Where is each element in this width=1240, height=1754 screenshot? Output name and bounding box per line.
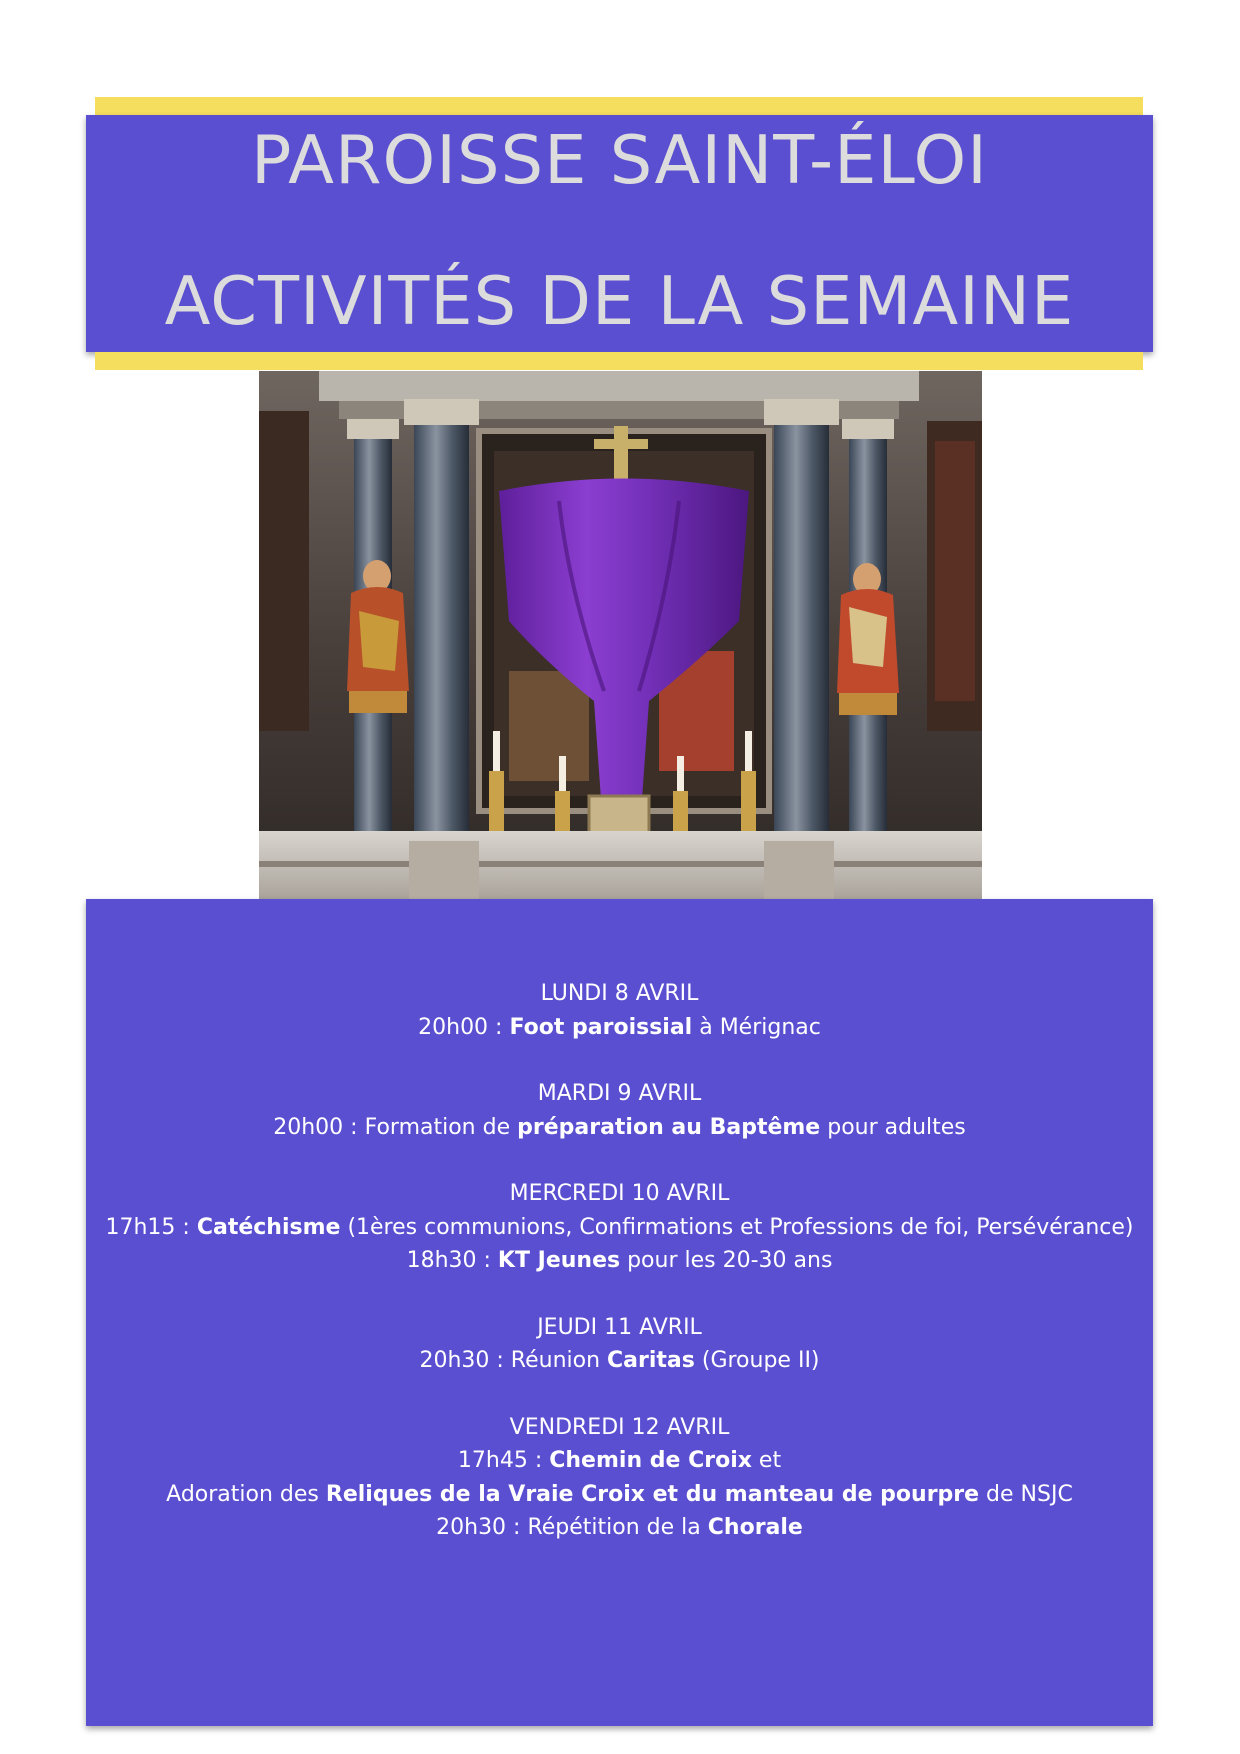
item-highlight: KT Jeunes: [497, 1248, 621, 1273]
item-text: à Mérignac: [692, 1014, 821, 1040]
day-heading: JEUDI 11 AVRIL: [537, 1314, 702, 1340]
item-time: 20h00 :: [273, 1114, 365, 1140]
item-text: de NSJC: [979, 1481, 1073, 1507]
item-text: Formation de: [364, 1114, 518, 1140]
day-heading: VENDREDI 12 AVRIL: [509, 1414, 730, 1440]
day-block: [86, 1077, 1153, 1144]
item-highlight: Foot paroissial: [509, 1014, 693, 1040]
item-highlight: Reliques de la Vraie Croix et du manteau de pourpre: [325, 1481, 980, 1507]
item-text: Réunion: [510, 1348, 608, 1373]
schedule-item: [86, 1111, 1153, 1145]
item-highlight: Catéchisme: [196, 1214, 341, 1240]
item-highlight: Chemin de Croix: [549, 1448, 752, 1473]
item-time: 17h15 :: [105, 1214, 197, 1240]
day-heading: MARDI 9 AVRIL: [537, 1081, 702, 1106]
item-text: Répétition de la: [527, 1515, 708, 1540]
item-text: Adoration des: [166, 1481, 326, 1507]
item-time: 20h30 :: [436, 1515, 528, 1540]
item-highlight: préparation au Baptême: [517, 1114, 821, 1140]
schedule-item: [86, 1211, 1153, 1245]
day-block: [86, 1311, 1153, 1378]
day-heading: MERCREDI 10 AVRIL: [509, 1181, 730, 1206]
day-block: [86, 1411, 1153, 1545]
item-text: et: [751, 1448, 782, 1473]
altar-photo: [259, 371, 982, 900]
item-text: pour adultes: [820, 1114, 966, 1140]
item-text: (Groupe II): [694, 1348, 820, 1373]
item-time: 20h30 :: [419, 1348, 511, 1373]
day-heading: LUNDI 8 AVRIL: [540, 981, 699, 1006]
item-time: 20h00 :: [418, 1014, 510, 1040]
schedule-list: [86, 977, 1153, 1545]
schedule-item: [86, 1344, 1153, 1378]
item-time: 17h45 :: [457, 1448, 550, 1473]
item-highlight: Chorale: [707, 1515, 803, 1540]
yellow-accent-bar-bottom: [95, 352, 1143, 370]
item-highlight: Caritas: [607, 1348, 695, 1373]
header-banner: [86, 115, 1153, 352]
schedule-item: [86, 1478, 1153, 1512]
item-text: pour les 20-30 ans: [620, 1248, 833, 1273]
schedule-panel: [86, 899, 1153, 1726]
item-time: 18h30 :: [406, 1248, 498, 1273]
schedule-item: [86, 1244, 1153, 1278]
page-title: PAROISSE SAINT-ÉLOI: [251, 121, 988, 199]
schedule-item: [86, 1511, 1153, 1545]
item-text: (1ères communions, Confirmations et Professions de foi, Persévérance): [340, 1214, 1134, 1240]
schedule-item: [86, 1011, 1153, 1045]
day-block: [86, 977, 1153, 1044]
yellow-accent-bar-top: [95, 97, 1143, 115]
schedule-item: [86, 1444, 1153, 1478]
day-block: [86, 1177, 1153, 1278]
page-subtitle: ACTIVITÉS DE LA SEMAINE: [164, 262, 1075, 340]
